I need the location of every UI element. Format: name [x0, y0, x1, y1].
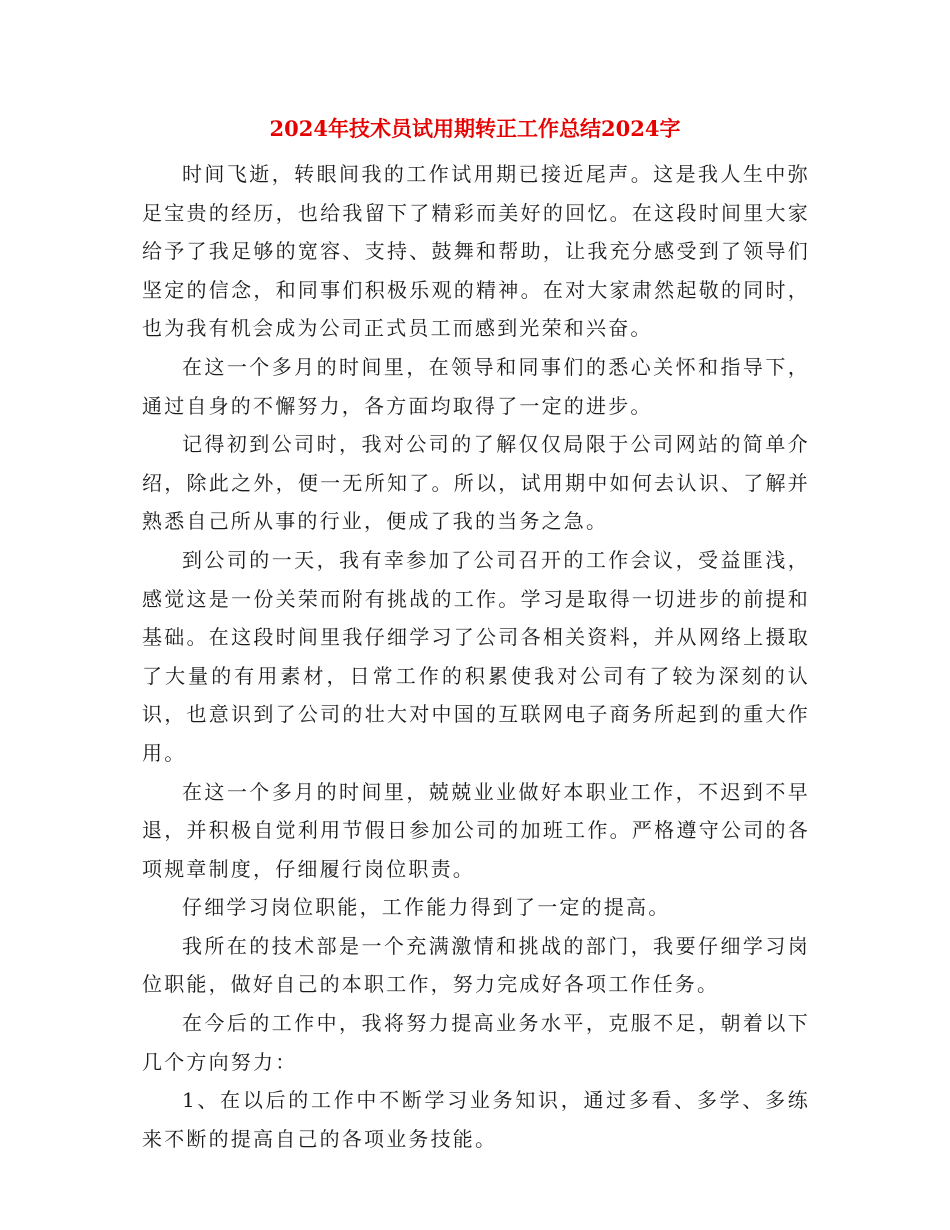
document-title: 2024年技术员试用期转正工作总结2024字: [269, 116, 681, 141]
paragraph: 在这一个多月的时间里，兢兢业业做好本职业工作，不迟到不早退，并积极自觉利用节假日参加公司的加班工作。严格遵守公司的各项规章制度，仔细履行岗位职责。: [142, 779, 810, 881]
paragraph: 到公司的一天，我有幸参加了公司召开的工作会议，受益匪浅，感觉这是一份关荣而附有挑战的工作。学习是取得一切进步的前提和基础。在这段时间里我仔细学习了公司各相关资料，并从网络上摄取了大量的有用素材，日常工作的积累使我对公司有了较为深刻的认识，也意识到了公司的壮大对中国的互联网电子商务所起到的重大作用。: [142, 547, 810, 765]
paragraph: 我所在的技术部是一个充满激情和挑战的部门，我要仔细学习岗位职能，做好自己的本职工作，努力完成好各项工作任务。: [142, 933, 810, 997]
paragraph: 在今后的工作中，我将努力提高业务水平，克服不足，朝着以下几个方向努力：: [142, 1011, 810, 1074]
paragraph: 记得初到公司时，我对公司的了解仅仅局限于公司网站的简单介绍，除此之外，便一无所知了。所以，试用期中如何去认识、了解并熟悉自己所从事的行业，便成了我的当务之急。: [142, 432, 810, 534]
paragraph: 仔细学习岗位职能，工作能力得到了一定的提高。: [182, 895, 671, 920]
paragraph: 在这一个多月的时间里，在领导和同事们的悉心关怀和指导下，通过自身的不懈努力，各方面均取得了一定的进步。: [142, 354, 810, 418]
paragraph: 1、在以后的工作中不断学习业务知识，通过多看、多学、多练来不断的提高自己的各项业务技能。: [142, 1088, 810, 1151]
paragraph: 时间飞逝，转眼间我的工作试用期已接近尾声。这是我人生中弥足宝贵的经历，也给我留下了精彩而美好的回忆。在这段时间里大家给予了我足够的宽容、支持、鼓舞和帮助，让我充分感受到了领导们坚定的信念，和同事们积极乐观的精神。在对大家肃然起敬的同时，也为我有机会成为公司正式员工而感到光荣和兴奋。: [142, 162, 810, 341]
document-body: [142, 155, 810, 1158]
